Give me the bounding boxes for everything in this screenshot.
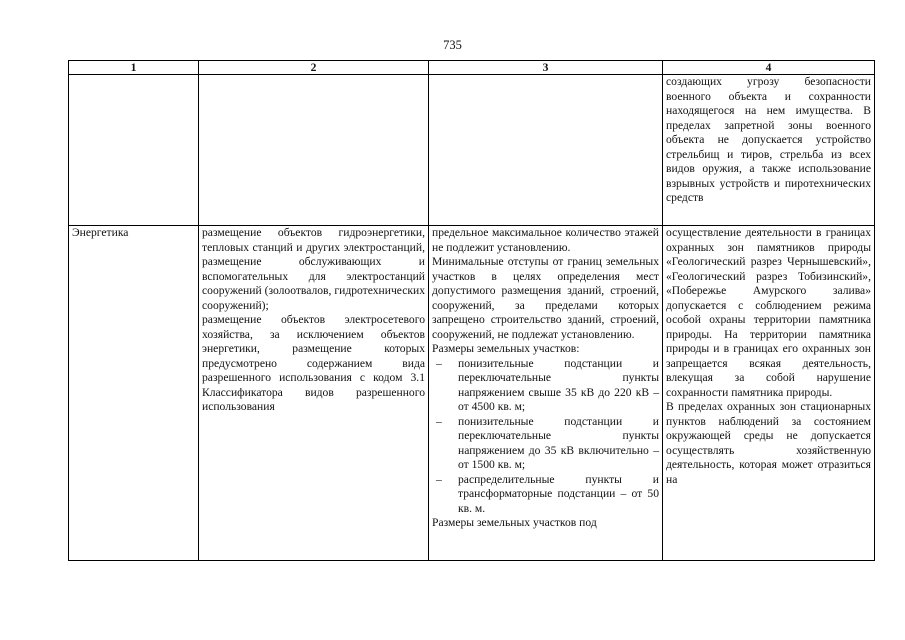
zone-name: Энергетика <box>72 226 129 239</box>
parameters-cell <box>429 226 663 561</box>
table-row <box>69 226 875 561</box>
restrictions-text: В пределах охранных зон стационарных пунктов наблюдений за состоянием окружающей среды не допускается осуществлять хозяйственную деятельность, которая может отразиться на <box>666 400 871 486</box>
header-col-4: 4 <box>663 61 875 75</box>
header-col-3: 3 <box>429 61 663 75</box>
parameters-text: Минимальные отступы от границ земельных участков в целях определения мест допустимого размещения зданий, строений, сооружений, за пределами которых запрещено строительство зданий, строений, сооружений, не подлежат установлению. <box>432 255 659 341</box>
restrictions-cell <box>663 75 875 226</box>
lot-size-list <box>432 357 659 517</box>
header-col-2: 2 <box>199 61 429 75</box>
list-item: – распределительные пункты и трансформаторные подстанции – от 50 кв. м. <box>432 473 659 517</box>
table-row <box>69 75 875 226</box>
cell-empty <box>429 75 663 226</box>
header-row <box>69 61 875 75</box>
restrictions-text: осуществление деятельности в границах охранных зон памятников природы «Геологический разрез Чернышевский», «Геологический разрез Тобизинский», «Побережье Амурского залива» допускается с соблюдением режима особой охраны территории памятника природы. На территории памятника природы и в границах его охранных зон запрещается всякая деятельность, влекущая за собой нарушение сохранности памятника природы. <box>666 226 871 399</box>
list-item: – понизительные подстанции и переключательные пункты напряжением до 35 кВ включительно – от 1500 кв. м; <box>432 415 659 473</box>
cell-empty <box>69 75 199 226</box>
parameters-text: Размеры земельных участков: <box>432 342 580 355</box>
permitted-use-cell <box>199 226 429 561</box>
restrictions-text: создающих угрозу безопасности военного объекта и сохранности находящегося на нем имущества. В пределах запретной зоны военного объекта не допускается устройство стрельбищ и тиров, стрельба из всех видов оружия, а также использование взрывных устройств и пиротехнических средств <box>666 75 871 204</box>
zone-name-cell <box>69 226 199 561</box>
page-number: 735 <box>443 38 462 52</box>
restrictions-cell <box>663 226 875 561</box>
header-col-1: 1 <box>69 61 199 75</box>
parameters-text: Размеры земельных участков под <box>432 516 597 529</box>
list-item: – понизительные подстанции и переключательные пункты напряжением свыше 35 кВ до 220 кВ – от 4500 кв. м; <box>432 357 659 415</box>
zoning-table <box>68 60 875 561</box>
permitted-use-text: размещение объектов электросетевого хозяйства, за исключением объектов энергетики, размещение которых предусмотрено содержанием вида разрешенного использования с кодом 3.1 Классификатора видов разрешенного использования <box>202 313 425 413</box>
parameters-text: предельное максимальное количество этажей не подлежит установлению. <box>432 226 659 254</box>
cell-empty <box>199 75 429 226</box>
permitted-use-text: размещение объектов гидроэнергетики, тепловых станций и других электростанций, размещение обслуживающих и вспомогательных для электростанций сооружений (золоотвалов, гидротехнических сооружений); <box>202 226 425 312</box>
